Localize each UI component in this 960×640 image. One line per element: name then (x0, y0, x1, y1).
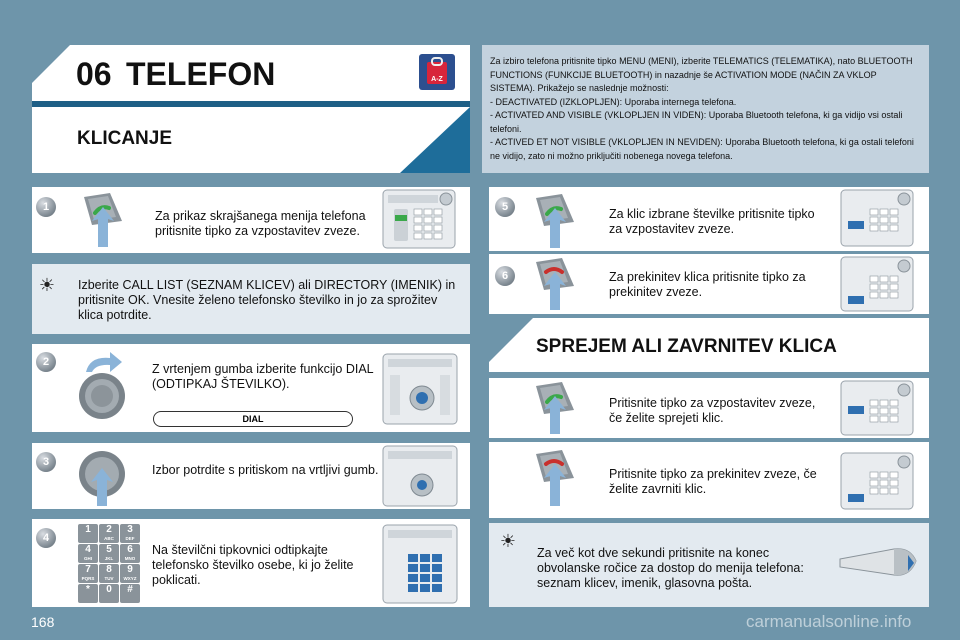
call-list-tip-text: Izberite CALL LIST (SEZNAM KLICEV) ali DIRECTORY (IMENIK) in pritisnite OK. Vnesite želeno telefonsko številko in jo za sprožitev klica potrdite. (78, 278, 456, 322)
dial-function-label: DIAL (153, 411, 353, 427)
radio-unit-image (382, 189, 456, 254)
radio-unit-image (840, 380, 914, 441)
rotary-knob-icon (78, 372, 126, 425)
step-number-3: 3 (36, 452, 56, 472)
step-number-4: 4 (36, 528, 56, 548)
info-item: - ACTIVED ET NOT VISIBLE (VKLOPLJEN IN NEVIDEN): Uporaba Bluetooth telefona, ki ga ostali telefoni ne vidijo, zato ni možno priključiti nobenega novega telefona. (490, 137, 914, 161)
step-number-5: 5 (495, 197, 515, 217)
header-corner-triangle (400, 107, 470, 173)
hangup-key-thumb-icon (530, 256, 586, 317)
keypad-grid (78, 524, 140, 603)
phone-book-icon (418, 53, 456, 91)
keypad-key (99, 564, 119, 583)
watermark: carmanualsonline.info (746, 612, 912, 631)
keypad-key (120, 584, 140, 603)
accept-call-text: Pritisnite tipko za vzpostavitev zveze, če želite sprejeti klic. (609, 396, 816, 425)
keypad-letters: WXYZ (123, 576, 137, 581)
keypad-letters: ABC (104, 536, 114, 541)
step-number-6: 6 (495, 266, 515, 286)
keypad-key (99, 544, 119, 563)
keypad-digit: 8 (106, 564, 112, 575)
keypad-digit: 1 (85, 524, 91, 535)
info-item: - ACTIVATED AND VISIBLE (VKLOPLJEN IN VIDEN): Uporaba Bluetooth telefona, ki ga vidijo vsi ostali telefoni. (490, 110, 903, 134)
keypad-digit: 4 (85, 544, 91, 555)
press-knob-icon (78, 450, 126, 511)
keypad-letters: TUV (104, 576, 114, 581)
keypad-key (78, 544, 98, 563)
stalk-tip-text: Za več kot dve sekundi pritisnite na konec obvolanske ročice za dostop do menija telefona: seznam klicev, imenik, glasovna pošta. (537, 546, 804, 590)
keypad-letters: GHI (83, 556, 92, 561)
radio-unit-knob-image (382, 445, 458, 512)
keypad-digit: 7 (85, 564, 91, 575)
keypad-letters: JKL (104, 556, 114, 561)
tip-sun-icon: ☀ (499, 531, 517, 551)
keypad-digit: 6 (127, 544, 133, 555)
keypad-digit: 0 (106, 584, 112, 595)
radio-unit-image (840, 256, 914, 317)
keypad-digit: * (86, 584, 90, 595)
radio-unit-keypad-image (382, 524, 458, 609)
call-key-thumb-icon (530, 380, 586, 441)
step-4-text: Na številčni tipkovnici odtipkajte telefonsko številko osebe, ki jo želite poklicati. (152, 543, 354, 587)
hangup-key-thumb-icon (530, 448, 586, 513)
keypad-key (120, 544, 140, 563)
info-box-text (490, 55, 920, 163)
radio-unit-image (840, 189, 914, 252)
step-number-2: 2 (36, 352, 56, 372)
reject-call-text: Pritisnite tipko za prekinitev zveze, če želite zavrniti klic. (609, 467, 817, 496)
step-number-1: 1 (36, 197, 56, 217)
call-key-thumb-icon (530, 192, 586, 255)
numeric-keypad (78, 524, 140, 602)
info-item: - DEACTIVATED (IZKLOPLJEN): Uporaba internega telefona. (490, 96, 737, 107)
keypad-key (99, 524, 119, 543)
svg-text:A-Z: A-Z (431, 76, 443, 83)
keypad-key (99, 584, 119, 603)
radio-unit-knob-image (382, 353, 458, 430)
keypad-letters: DEF (125, 536, 135, 541)
step-2-text: Z vrtenjem gumba izberite funkcijo DIAL (ODTIPKAJ ŠTEVILKO). (152, 362, 374, 391)
info-intro: Za izbiro telefona pritisnite tipko MENU (MENI), izberite TELEMATICS (TELEMATIKA), nato BLUETOOTH FUNCTIONS (FUNKCIJE BLUETOOTH) in nazadnje še ACTIVATION MODE (NAČIN ZA VKLOP SISTEMA). Prikažejo se naslednje možnosti: (490, 56, 913, 93)
page-number: 168 (31, 614, 55, 630)
keypad-key (120, 524, 140, 543)
section-title-klicanje: KLICANJE (77, 128, 173, 149)
chapter-title: TELEFON (126, 56, 276, 92)
keypad-digit: 5 (106, 544, 112, 555)
steering-stalk-image (838, 535, 922, 596)
keypad-key (78, 584, 98, 603)
keypad-digit: 3 (127, 524, 133, 535)
step-5-text: Za klic izbrane številke pritisnite tipko za vzpostavitev zveze. (609, 207, 815, 236)
step-3-text: Izbor potrdite s pritiskom na vrtljivi gumb. (152, 463, 379, 477)
radio-unit-image (840, 452, 914, 515)
keypad-digit: # (127, 584, 133, 595)
keypad-key (78, 524, 98, 543)
tip-sun-icon: ☀ (38, 275, 56, 295)
chapter-number: 06 (76, 56, 112, 92)
receive-section-title: SPREJEM ALI ZAVRNITEV KLICA (536, 336, 837, 357)
keypad-digit: 2 (106, 524, 112, 535)
step-1-text: Za prikaz skrajšanega menija telefona pritisnite tipko za vzpostavitev zveze. (155, 209, 366, 238)
keypad-key (120, 564, 140, 583)
keypad-letters: PQRS (81, 576, 95, 581)
step-6-text: Za prekinitev klica pritisnite tipko za prekinitev zveze. (609, 270, 806, 299)
keypad-letters: MNO (124, 556, 136, 561)
keypad-key (78, 564, 98, 583)
call-key-thumb-icon (78, 191, 134, 254)
keypad-digit: 9 (127, 564, 133, 575)
